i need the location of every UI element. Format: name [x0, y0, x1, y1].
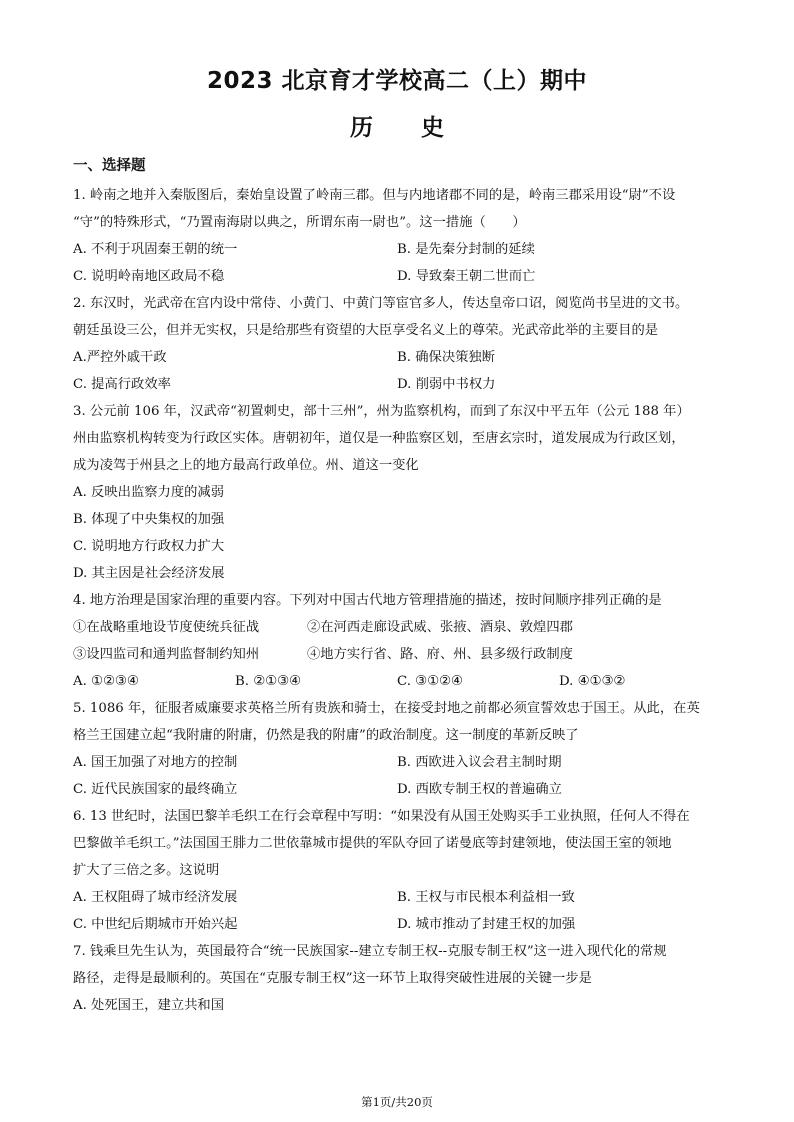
- section-heading: 一、选择题: [73, 158, 146, 174]
- question-stem-line: 格兰王国建立起“我附庸的附庸，仍然是我的附庸”的政治制度。这一制度的革新反映了: [73, 728, 579, 743]
- question-stem-line: 6. 13 世纪时，法国巴黎羊毛织工在行会章程中写明：“如果没有从国王处购买手工业执照，任何人不得在: [73, 809, 690, 824]
- option-d: D. 其主因是社会经济发展: [73, 566, 225, 581]
- option-b: B. 确保决策独断: [397, 350, 496, 365]
- question-stem-line: 4. 地方治理是国家治理的重要内容。下列对中国古代地方管理措施的描述，按时间顺序排列正确的是: [73, 593, 662, 608]
- question-stem-line: 5. 1086 年，征服者威廉要求英格兰所有贵族和骑士，在接受封地之前都必须宣誓效忠于国王。从此，在英: [73, 701, 700, 716]
- question-stem-line: 扩大了三倍之多。这说明: [73, 863, 220, 878]
- option-c: C. 提高行政效率: [73, 377, 171, 392]
- question-stem-line: 1. 岭南之地并入秦版图后，秦始皇设置了岭南三郡。但与内地诸郡不同的是，岭南三郡采用设“尉”不设: [73, 188, 676, 203]
- option-row: [73, 371, 725, 398]
- question-stem-line: 巴黎做羊毛织工。”法国国王腓力二世依靠城市提供的军队夺回了诺曼底等封建领地，使法国王室的领地: [73, 836, 672, 851]
- option-a: A. 国王加强了对地方的控制: [73, 755, 238, 770]
- option-c: C. 说明岭南地区政局不稳: [73, 269, 225, 284]
- option-b: B. 西欧进入议会君主制时期: [397, 755, 562, 770]
- option-row: [73, 749, 725, 776]
- option-a: A.严控外戚干政: [73, 350, 167, 365]
- question-3: [73, 398, 725, 587]
- question-stem-line: “守”的特殊形式，“乃置南海尉以典之，所谓东南一尉也”。这一措施（ ）: [73, 215, 526, 230]
- question-6: [73, 803, 725, 938]
- option-d: D. 西欧专制王权的普遍确立: [397, 782, 562, 797]
- questions: [73, 182, 725, 1019]
- option-row: [73, 344, 725, 371]
- option-c: C. 说明地方行政权力扩大: [73, 539, 225, 554]
- question-stem-line: 路径，走得是最顺利的。英国在“克服专制王权”这一环节上取得突破性进展的关键一步是: [73, 971, 592, 986]
- option-a: A. 反映出监察力度的减弱: [73, 485, 225, 500]
- statement-4: ④地方实行省、路、府、州、县多级行政制度: [307, 647, 573, 662]
- question-stem-line: 2. 东汉时，光武帝在宫内设中常侍、小黄门、中黄门等宦官多人，传达皇帝口诏，阅览尚书呈进的文书。: [73, 296, 689, 311]
- option-d: D. 削弱中书权力: [397, 377, 496, 392]
- option-c: C. 近代民族国家的最终确立: [73, 782, 238, 797]
- option-b: B. 体现了中央集权的加强: [73, 512, 225, 527]
- statement-3: ③设四监司和通判监督制约知州: [73, 647, 260, 662]
- option-row: [73, 884, 725, 911]
- option-b: B. 是先秦分封制的延续: [397, 242, 535, 257]
- option-c: C. ③①②④: [397, 674, 463, 689]
- option-row: [73, 911, 725, 938]
- option-row: [73, 776, 725, 803]
- page-number: 第1页/共20页: [361, 1095, 433, 1109]
- question-stem-line: 朝廷虽设三公，但并无实权，只是给那些有资望的大臣享受名义上的尊荣。光武帝此举的主要目的是: [73, 323, 659, 338]
- question-stem-line: 成为凌驾于州县之上的地方最高行政单位。州、道这一变化: [73, 458, 419, 473]
- statement-1: ①在战略重地设节度使统兵征战: [73, 620, 260, 635]
- option-a: A. 王权阻碍了城市经济发展: [73, 890, 238, 905]
- subject-char-2: 史: [421, 115, 444, 141]
- option-c: C. 中世纪后期城市开始兴起: [73, 917, 238, 932]
- option-row: [73, 263, 725, 290]
- option-a: A. 不利于巩固秦王朝的统一: [73, 242, 238, 257]
- statement-row: [73, 614, 725, 641]
- exam-title: 2023 北京育才学校高二（上）期中: [206, 68, 588, 94]
- statement-row: [73, 641, 725, 668]
- question-7: [73, 938, 725, 1019]
- question-stem-line: 州由监察机构转变为行政区实体。唐朝初年，道仅是一种监察区划，至唐玄宗时，道发展成为行政区划，: [73, 431, 685, 446]
- option-b: B. 王权与市民根本利益相一致: [397, 890, 575, 905]
- subject-title: [0, 109, 794, 142]
- question-stem-line: 3. 公元前 106 年，汉武帝“初置刺史，部十三州”，州为监察机构，而到了东汉中平五年（公元 188 年）: [73, 404, 690, 419]
- statement-2: ②在河西走廊设武威、张掖、酒泉、敦煌四郡: [307, 620, 573, 635]
- question-1: [73, 182, 725, 290]
- question-5: [73, 695, 725, 803]
- option-d: D. 导致秦王朝二世而亡: [397, 269, 536, 284]
- option-a: A. 处死国王，建立共和国: [73, 998, 225, 1013]
- option-b: B. ②①③④: [235, 674, 301, 689]
- question-4: [73, 587, 725, 695]
- question-2: [73, 290, 725, 398]
- option-a: A. ①②③④: [73, 674, 139, 689]
- option-d: D. 城市推动了封建王权的加强: [397, 917, 576, 932]
- option-row: [73, 668, 725, 695]
- subject-char-1: 历: [350, 115, 373, 141]
- option-d: D. ④①③②: [559, 674, 626, 689]
- question-stem-line: 7. 钱乘旦先生认为，英国最符合“统一民族国家--建立专制王权--克服专制王权”这一进入现代化的常规: [73, 944, 667, 959]
- option-row: [73, 236, 725, 263]
